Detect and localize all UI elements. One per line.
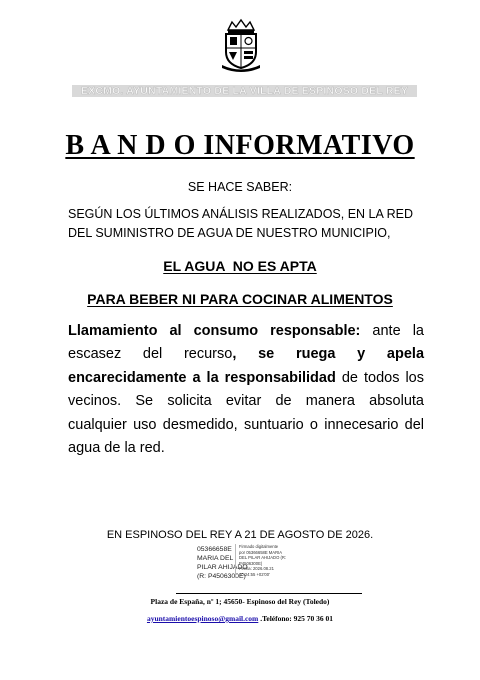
stamp-line: 10:24:55 +02'00'	[239, 571, 270, 577]
lead-paragraph: SEGÚN LOS ÚLTIMOS ANÁLISIS REALIZADOS, EN LA RED DEL SUMINISTRO DE AGUA DE NUESTRO MUNICIPIO,	[68, 207, 414, 240]
footer-divider	[176, 593, 362, 594]
phone-text: .Teléfono: 925 70 36 01	[258, 614, 334, 623]
stamp-line: por 05366658E MARIA	[239, 549, 283, 555]
body-paragraph	[68, 320, 424, 460]
digital-signature-stamp	[235, 544, 286, 578]
council-name: EXCMO. AYUNTAMIENTO DE LA VILLA DE ESPINOSO DEL REY	[80, 85, 409, 97]
council-header-band	[72, 85, 417, 97]
signature-line: (R: P4506300E)	[197, 573, 246, 580]
stamp-line: Fecha: 2026.08.21	[239, 566, 274, 572]
footer-contact	[0, 614, 480, 623]
coat-of-arms-icon	[218, 18, 264, 74]
body-bold-call: Llamamiento al consumo responsable:	[68, 323, 361, 339]
intro-line: SE HACE SABER:	[187, 180, 293, 194]
footer-address: Plaza de España, nº 1; 45650- Espinoso del Rey (Toledo)	[150, 597, 330, 606]
signature-line: 05366658E	[197, 546, 232, 553]
stamp-line: DEL PILAR AHIJADO (R:	[239, 555, 287, 561]
place-date: EN ESPINOSO DEL REY A 21 DE AGOSTO DE 2026.	[106, 529, 374, 541]
stamp-line: P4506300E)	[239, 560, 263, 566]
body-text-scarcity: ante la escasez del recurso	[68, 323, 424, 363]
signature-line: PILAR AHIJADO	[197, 564, 248, 571]
stamp-line: Firmado digitalmente	[239, 544, 279, 549]
headline-drink-cook: PARA BEBER NI PARA COCINAR ALIMENTOS	[87, 291, 393, 307]
body-text-request: de todos los vecinos. Se solicita evitar de manera absoluta cualquier uso desmedido, suntuario o innecesario del agua de la red.	[68, 369, 424, 457]
document-title: B A N D O INFORMATIVO	[65, 130, 415, 161]
signature-line: MARIA DEL	[197, 555, 234, 562]
email-link[interactable]: ayuntamientoespinoso@gmail.com	[146, 614, 259, 623]
body-bold-plea: , se ruega y apela encarecidamente a la responsabilidad	[68, 346, 425, 386]
headline-not-fit: EL AGUA NO ES APTA	[163, 258, 317, 274]
